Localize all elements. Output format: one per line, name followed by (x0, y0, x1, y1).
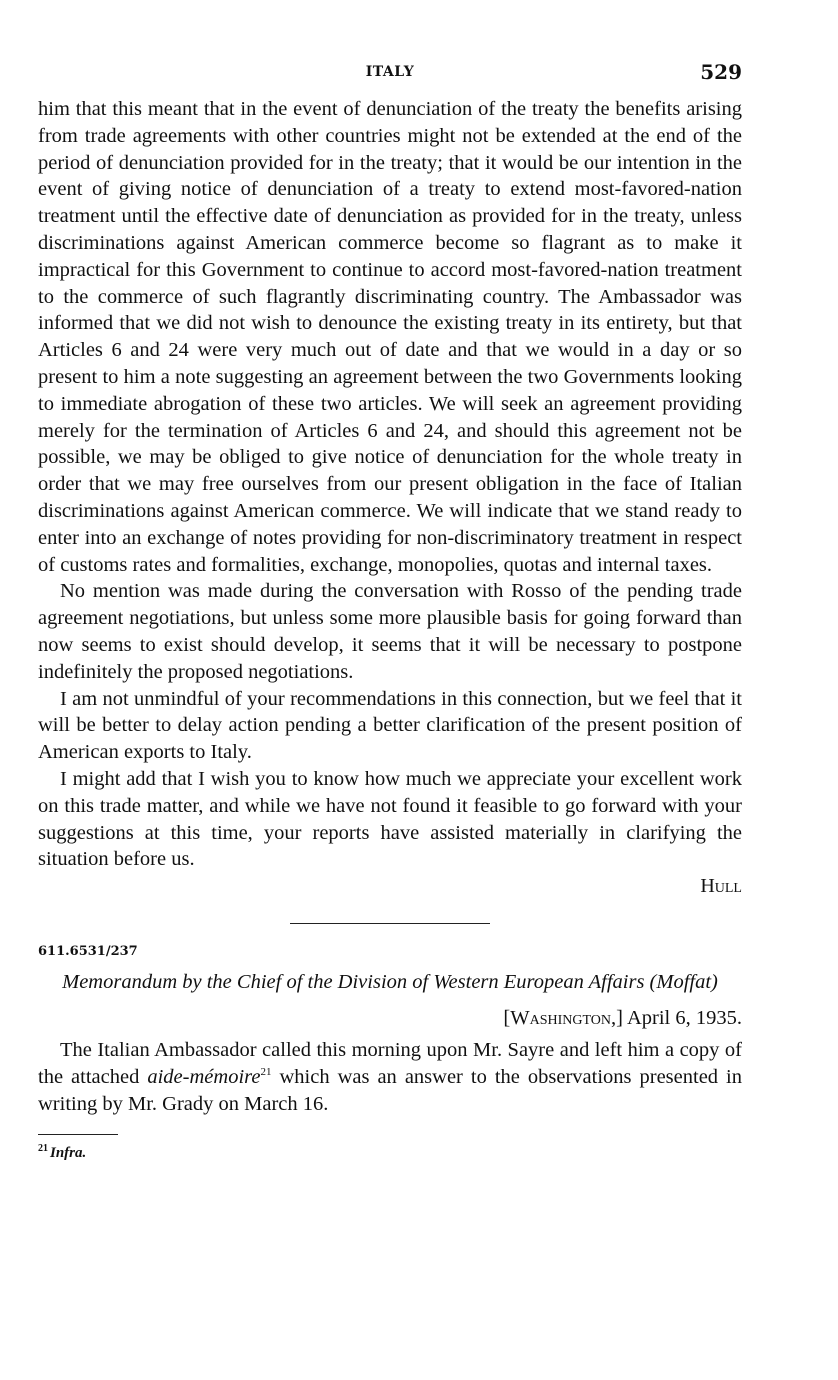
paragraph: I might add that I wish you to know how much we appreciate your excellent work on this trade matter, and while we have not found it feasible to go forward with your suggestions at this time, your reports have assisted materially in clarifying the situation before us. (38, 767, 742, 871)
paragraph: I am not unmindful of your recommendations in this connection, but we feel that it will be better to delay action pending a better clarification of the present position of American exports to Italy. (38, 687, 742, 764)
memo-text-start: The Italian Ambassador called this morning upon Mr. Sayre and left him a copy of the attached (38, 1039, 742, 1088)
page-number: 529 (700, 60, 742, 84)
file-reference: 611.6531/237 (38, 944, 138, 960)
letter-body (38, 96, 742, 873)
document-page (38, 56, 742, 1162)
footnote-number: 21 (38, 1142, 48, 1154)
paragraph: him that this meant that in the event of denunciation of the treaty the benefits arising from trade agreements with other countries might not be extended at the end of the period of denunciation provided for in the treaty; that it would be our intention in the event of giving notice of denunciation of a treaty to extend most-favored-nation treatment until the effective date of denunciation as provided for in the treaty, unless discriminations against American commerce become so flagrant as to make it impractical for this Government to continue to accord most-favored-nation treatment to the commerce of such flagrantly discriminating country. The Ambassador was informed that we did not wish to denounce the existing treaty in its entirety, but that Articles 6 and 24 were very much out of date and that we would in a day or so present to him a note suggesting an agreement between the two Governments looking to immediate abrogation of these two articles. We will seek an agreement providing merely for the termination of Articles 6 and 24, and should this agreement not be possible, we may be obliged to give notice of denunciation for the whole treaty in order that we may free ourselves from our present obligation in the face of Italian discriminations against American commerce. We will indicate that we stand ready to enter into an exchange of notes providing for non-discriminatory treatment in respect of customs rates and formalities, exchange, monopolies, quotas and internal taxes. (38, 98, 742, 576)
footnote-reference[interactable]: 21 (260, 1066, 272, 1079)
running-head: ITALY (365, 64, 415, 80)
paragraph (38, 1037, 742, 1117)
footnote (38, 1143, 742, 1162)
signature: Hull (700, 875, 742, 898)
footnote-divider (38, 1134, 118, 1135)
aide-memoire-term: aide-mémoire (147, 1065, 261, 1088)
dateline-date: April 6, 1935. (626, 1007, 742, 1030)
dateline-place: [Washington,] (503, 1007, 623, 1030)
paragraph: No mention was made during the conversation with Rosso of the pending trade agreement negotiations, but unless some more plausible basis for going forward than now seems to exist should develop, it seems that it will be necessary to postpone indefinitely the proposed negotiations. (38, 580, 742, 683)
page-header (38, 56, 742, 96)
memo-body (38, 1037, 742, 1117)
footnote-text: Infra. (50, 1144, 87, 1161)
memo-title: Memorandum by the Chief of the Division of Western European Affairs (Moffat) (62, 971, 718, 994)
memo-text-end: which was an answer to the observations presented in writing by Mr. Grady on March 16. (38, 1065, 743, 1115)
dateline (38, 1005, 742, 1031)
section-divider (290, 923, 490, 924)
